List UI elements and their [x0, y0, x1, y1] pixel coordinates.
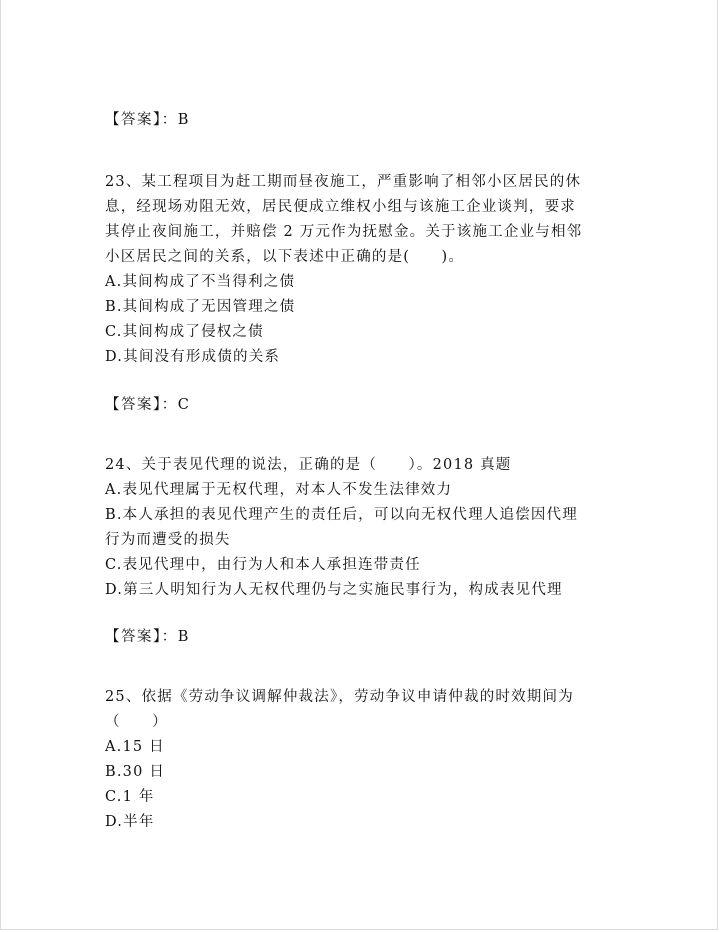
question-25-stem-line-2: （ ）	[105, 714, 168, 730]
question-23-stem-line-2: 息，经现场劝阻无效，居民便成立维权小组与该施工企业谈判，要求	[105, 199, 576, 215]
question-23-option-d: D.其间没有形成债的关系	[105, 349, 281, 365]
question-25-option-c: C.1 年	[105, 789, 155, 805]
question-24-option-a: A.表见代理属于无权代理，对本人不发生法律效力	[105, 482, 453, 498]
question-23-option-a: A.其间构成了不当得利之债	[105, 274, 296, 290]
question-25-stem-line-1: 25、依据《劳动争议调解仲裁法》，劳动争议申请仲裁的时效期间为	[105, 689, 574, 705]
question-25-option-d: D.半年	[105, 814, 155, 830]
question-23-stem-line-3: 其停止夜间施工，并赔偿 2 万元作为抚慰金。关于该施工企业与相邻	[105, 224, 583, 240]
question-25-option-b: B.30 日	[105, 764, 166, 780]
question-24-option-b: B.本人承担的表见代理产生的责任后，可以向无权代理人追偿因代理	[105, 507, 578, 523]
question-25-option-a: A.15 日	[105, 739, 165, 755]
question-24-option-d: D.第三人明知行为人无权代理仍与之实施民事行为，构成表见代理	[105, 582, 563, 598]
answer-22: 【答案】：B	[105, 112, 190, 128]
question-24-stem-line-1: 24、关于表见代理的说法，正确的是（ ）。2018 真题	[105, 457, 512, 473]
question-24-option-c: C.表见代理中，由行为人和本人承担连带责任	[105, 557, 421, 573]
answer-24: 【答案】：B	[105, 629, 190, 645]
question-23-option-c: C.其间构成了侵权之债	[105, 324, 264, 340]
question-23-option-b: B.其间构成了无因管理之债	[105, 299, 296, 315]
question-23-stem-line-4: 小区居民之间的关系，以下表述中正确的是( )。	[105, 249, 465, 265]
answer-23: 【答案】：C	[105, 397, 191, 413]
question-24-option-b-continued: 行为而遭受的损失	[105, 532, 231, 548]
question-23-stem-line-1: 23、某工程项目为赶工期而昼夜施工，严重影响了相邻小区居民的休	[105, 174, 582, 190]
